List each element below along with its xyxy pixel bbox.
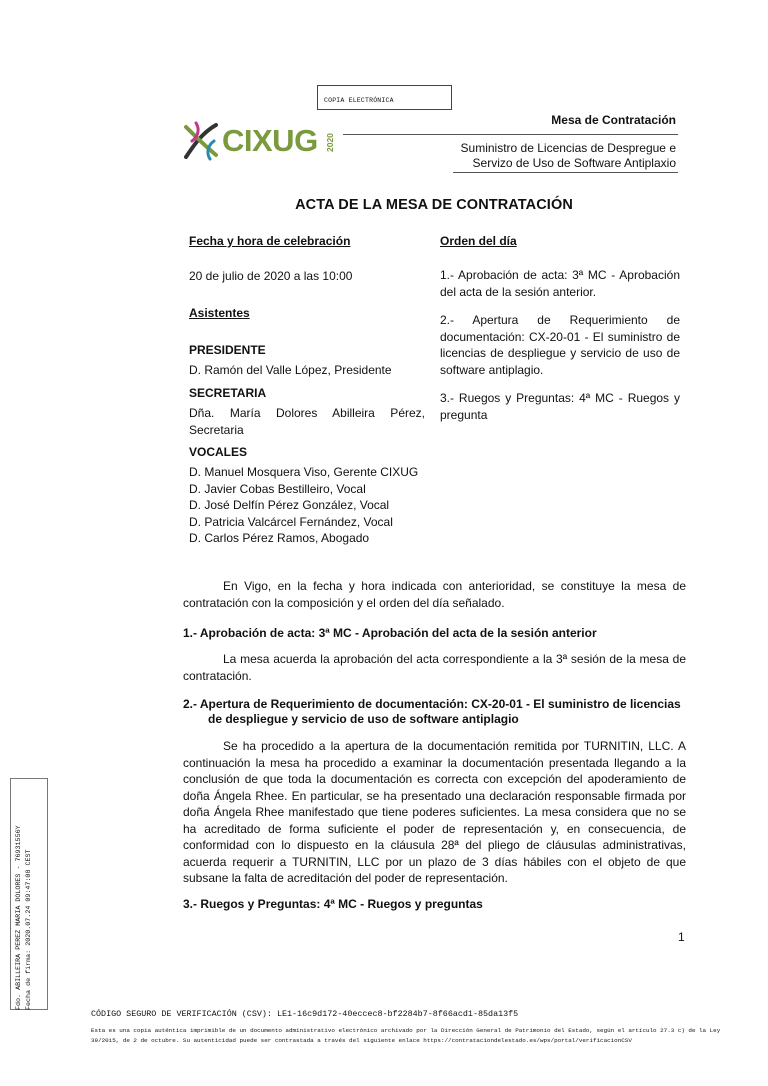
vocal-item: D. Carlos Pérez Ramos, Abogado: [189, 531, 370, 545]
page-number: 1: [678, 930, 685, 944]
signature-line-2: Fecha de firma: 2020.07.24 09:47:08 CEST: [24, 849, 33, 1010]
section-3-heading: 3.- Ruegos y Preguntas: 4ª MC - Ruegos y preguntas: [183, 897, 483, 911]
fecha-heading: Fecha y hora de celebración: [189, 234, 351, 248]
copy-label-box: [317, 85, 452, 110]
cixug-logo-icon: [180, 119, 222, 161]
orden-heading: Orden del día: [440, 234, 517, 248]
logo-text: CIXUG: [222, 123, 318, 158]
section-2-heading: [183, 697, 686, 727]
section-1-heading: 1.- Aprobación de acta: 3ª MC - Aprobación del acta de la sesión anterior: [183, 626, 597, 640]
subject-divider: [453, 172, 678, 173]
subject-line-1: Suministro de Licencias de Despregue e: [460, 141, 676, 155]
section-2-heading-line-1: 2.- Apertura de Requerimiento de documentación: CX-20-01 - El suministro de licencias: [183, 697, 681, 711]
logo-year: 2020: [325, 133, 335, 152]
intro-paragraph: En Vigo, en la fecha y hora indicada con anterioridad, se constituye la mesa de contratación con la composición y el orden del día señalado.: [183, 579, 686, 610]
orden-item-2: 2.- Apertura de Requerimiento de documentación: CX-20-01 - El suministro de licencias de despliegue y servicio de uso de software antiplagio.: [440, 313, 680, 377]
fecha-value: 20 de julio de 2020 a las 10:00: [189, 269, 353, 283]
document-title: ACTA DE LA MESA DE CONTRATACIÓN: [295, 197, 573, 213]
vocales-list: [189, 464, 425, 547]
subject: [416, 141, 676, 170]
section-1-text: La mesa acuerda la aprobación del acta correspondiente a la 3ª sesión de la mesa de contratación.: [183, 652, 686, 683]
vocal-item: D. Javier Cobas Bestilleiro, Vocal: [189, 481, 366, 496]
vocal-item: D. Manuel Mosquera Viso, Gerente CIXUG: [189, 465, 419, 479]
presidente: D. Ramón del Valle López, Presidente: [189, 363, 392, 377]
section-2-text: Se ha procedido a la apertura de la documentación remitida por TURNITIN, LLC. A continuación la mesa ha procedido a examinar la documentación presentada llegando a la conclusión de que toda la documentación es correcta con excepción del apoderamiento de doña Ángela Rhee. En particular, se ha presentado una declaración responsable firmada por doña Ángela Rhee manifestado que tiene poderes suficientes. La mesa considera que no se ha acreditado de forma suficiente el poder de representación y, en consecuencia, de conformidad con lo dispuesto en la cláusula 28ª del pliego de cláusulas administrativas, acuerda requerir a TURNITIN, LLC por un plazo de 3 días hábiles con el objeto de que subsane la falta de acreditación del poder de representación.: [183, 739, 686, 885]
mesa-heading: Mesa de Contratación: [551, 113, 676, 127]
presidente-heading: PRESIDENTE: [189, 343, 266, 357]
vocal-item: D. Patricia Valcárcel Fernández, Vocal: [189, 514, 393, 529]
orden-item-1: 1.- Aprobación de acta: 3ª MC - Aprobación del acta de la sesión anterior.: [440, 268, 680, 299]
legal-notice: Esta es una copia auténtica imprimible de un documento administrativo electrónico archivado por la Dirección General de Patrimonio del Estado, según el artículo 27.3 c) de la Ley 39/2015, de 2 de octubre. Su autenticidad puede ser contrastada a través del siguiente enlace https://contrataciondelestado.es/wps/portal/verificacionCSV: [91, 1027, 721, 1044]
signature-line-1: Fdo. ABILLEIRA PEREZ MARIA DOLORES - 76931556Y: [15, 825, 23, 1010]
copy-label: COPIA ELECTRÓNICA: [324, 97, 394, 104]
vocal-item: D. José Delfín Pérez González, Vocal: [189, 498, 390, 512]
asistentes-heading: Asistentes: [189, 306, 250, 320]
csv-code: CÓDIGO SEGURO DE VERIFICACIÓN (CSV): LE1-16c9d172-40eccec8-bf2284b7-8f66acd1-85da13f5: [91, 1009, 519, 1019]
section-2-heading-line-2: de despliegue y servicio de uso de software antiplagio: [208, 712, 519, 726]
header-divider: [343, 134, 678, 135]
vocales-heading: VOCALES: [189, 445, 248, 459]
orden-item-3: 3.- Ruegos y Preguntas: 4ª MC - Ruegos y pregunta: [440, 391, 680, 422]
secretaria: Dña. María Dolores Abilleira Pérez, Secretaria: [189, 406, 425, 437]
signature-stamp: [15, 825, 34, 1010]
secretaria-heading: SECRETARIA: [189, 386, 267, 400]
subject-line-2: Servizo de Uso de Software Antiplaxio: [472, 155, 676, 170]
